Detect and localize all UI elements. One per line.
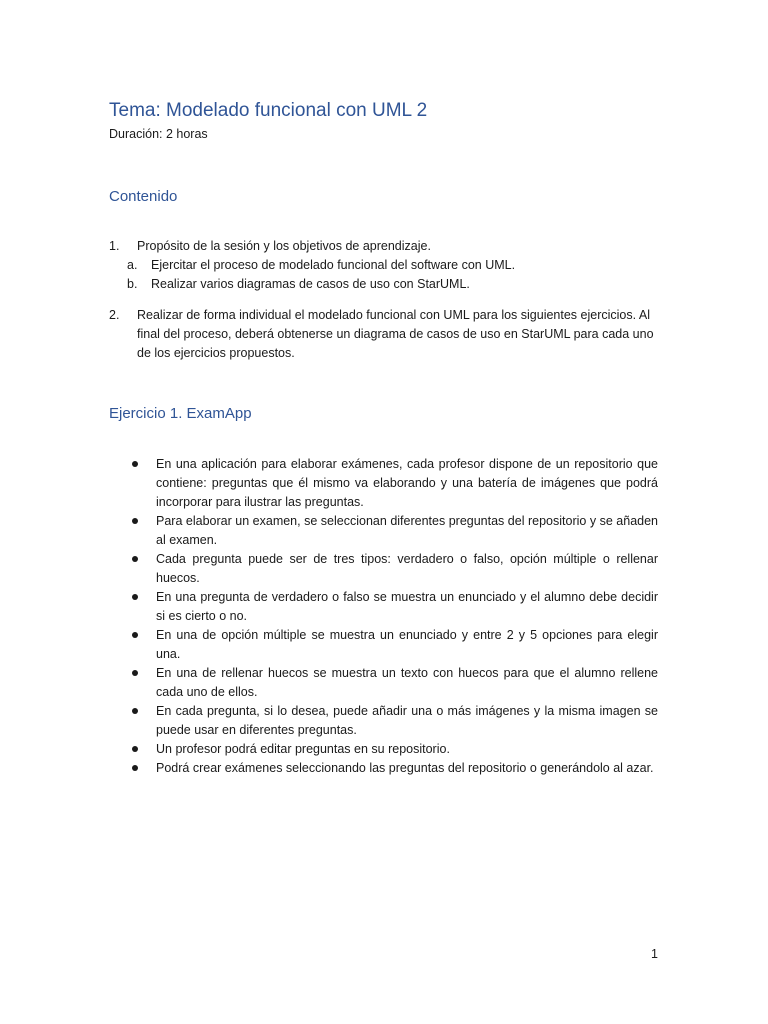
bullet-text: Cada pregunta puede ser de tres tipos: verdadero o falso, opción múltiple o rellenar huecos. xyxy=(156,552,658,585)
bullet-list xyxy=(130,455,658,778)
bullet-icon xyxy=(132,461,138,467)
bullet-item xyxy=(130,455,658,512)
contenido-heading: Contenido xyxy=(109,188,178,205)
numbered-item-text: Realizar de forma individual el modelado funcional con UML para los siguientes ejercicios. Al final del proceso, deberá obtenerse un diagrama de casos de uso en StarUML para cada uno de los ejercicios propuestos. xyxy=(137,308,654,360)
numbered-item-1 xyxy=(109,237,669,294)
bullet-icon xyxy=(132,670,138,676)
bullet-text: En una aplicación para elaborar exámenes, cada profesor dispone de un repositorio que contiene: preguntas que él mismo va elaborando y una batería de imágenes que podrá incorporar para ilustrar las preguntas. xyxy=(156,457,658,509)
bullet-item xyxy=(130,740,658,759)
sub-item-b xyxy=(109,275,669,294)
bullet-item xyxy=(130,759,658,778)
duration-label: Duración: 2 horas xyxy=(109,127,208,141)
numbered-marker: 2. xyxy=(109,308,120,322)
bullet-item xyxy=(130,588,658,626)
bullet-text: Podrá crear exámenes seleccionando las preguntas del repositorio o generándolo al azar. xyxy=(156,761,654,775)
bullet-item xyxy=(130,664,658,702)
sub-item-text: Realizar varios diagramas de casos de uso con StarUML. xyxy=(151,277,470,291)
bullet-text: En una de opción múltiple se muestra un enunciado y entre 2 y 5 opciones para elegir una. xyxy=(156,628,658,661)
numbered-item-2 xyxy=(109,306,669,363)
sub-marker: b. xyxy=(127,277,138,291)
numbered-item-text: Propósito de la sesión y los objetivos de aprendizaje. xyxy=(137,239,431,253)
bullet-icon xyxy=(132,632,138,638)
bullet-item xyxy=(130,702,658,740)
bullet-icon xyxy=(132,708,138,714)
numbered-marker: 1. xyxy=(109,239,120,253)
bullet-icon xyxy=(132,556,138,562)
sub-item-a xyxy=(109,256,669,275)
bullet-icon xyxy=(132,765,138,771)
bullet-text: En una de rellenar huecos se muestra un texto con huecos para que el alumno rellene cada uno de ellos. xyxy=(156,666,658,699)
bullet-icon xyxy=(132,746,138,752)
ejercicio-heading: Ejercicio 1. ExamApp xyxy=(109,405,252,422)
page-number: 1 xyxy=(651,947,658,961)
sub-list xyxy=(109,256,669,294)
bullet-icon xyxy=(132,594,138,600)
bullet-item xyxy=(130,512,658,550)
bullet-text: En cada pregunta, si lo desea, puede añadir una o más imágenes y la misma imagen se puede usar en diferentes preguntas. xyxy=(156,704,658,737)
sub-marker: a. xyxy=(127,258,138,272)
bullet-icon xyxy=(132,518,138,524)
bullet-text: Un profesor podrá editar preguntas en su repositorio. xyxy=(156,742,450,756)
bullet-text: En una pregunta de verdadero o falso se muestra un enunciado y el alumno debe decidir si es cierto o no. xyxy=(156,590,658,623)
bullet-text: Para elaborar un examen, se seleccionan diferentes preguntas del repositorio y se añaden al examen. xyxy=(156,514,658,547)
sub-item-text: Ejercitar el proceso de modelado funcional del software con UML. xyxy=(151,258,516,272)
document-title: Tema: Modelado funcional con UML 2 xyxy=(109,100,428,121)
bullet-item xyxy=(130,626,658,664)
bullet-item xyxy=(130,550,658,588)
